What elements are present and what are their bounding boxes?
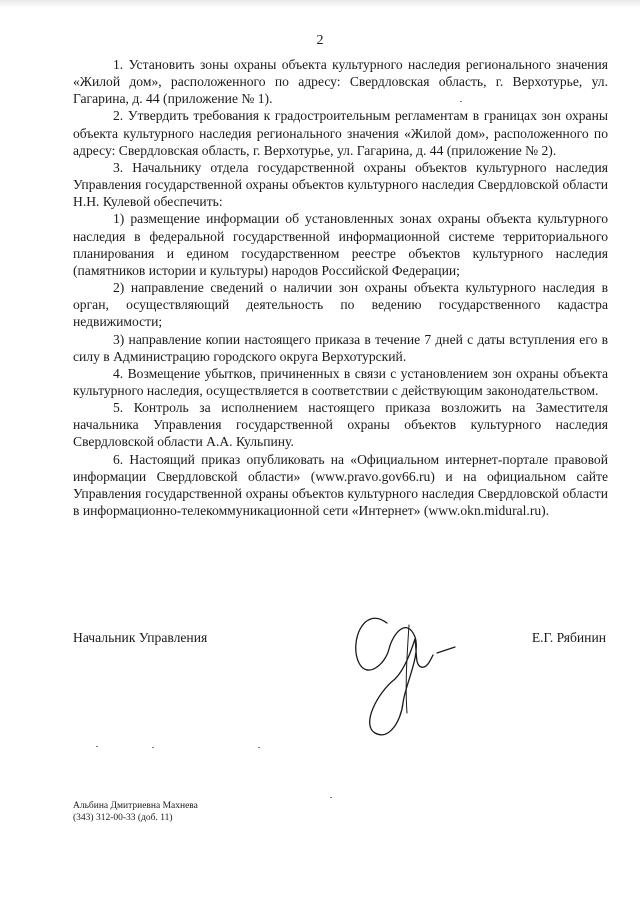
paragraph-2: 2. Утвердить требования к градостроительным регламентам в границах зон охраны объекта культурного наследия регионального значения «Жилой дом», расположенного по адресу: Свердловская область, г. Верхотурье, ул. Гагарина, д. 44 (приложение № 2). bbox=[73, 108, 608, 158]
executor-phone: (343) 312-00-33 (доб. 11) bbox=[73, 813, 173, 823]
scan-speck bbox=[258, 747, 260, 748]
paragraph-6: 6. Настоящий приказ опубликовать на «Официальном интернет-портале правовой информации Свердловской области» (www.pravo.gov66.ru) и на официальном сайте Управления государственной охраны объектов культурного наследия Свердловской области в информационно-телекоммуникационной сети «Интернет» (www.okn.midural.ru). bbox=[73, 451, 608, 519]
paragraph-1: 1. Установить зоны охраны объекта культурного наследия регионального значения «Жилой дом», расположенного по адресу: Свердловская область, г. Верхотурье, ул. Гагарина, д. 44 (приложение № 1). bbox=[73, 57, 608, 107]
paragraph-3-item-2: 2) направление сведений о наличии зон охраны объекта культурного наследия в орган, осуществляющий деятельность по ведению государственного кадастра недвижимости; bbox=[73, 280, 608, 330]
scan-speck bbox=[96, 746, 98, 747]
scan-speck bbox=[152, 747, 154, 748]
executor-name: Альбина Дмитриевна Махнева bbox=[73, 801, 198, 811]
paragraph-4: 4. Возмещение убытков, причиненных в связи с установлением зон охраны объекта культурного наследия, осуществляется в соответствии с действующим законодательством. bbox=[73, 365, 608, 398]
paragraph-3-item-3: 3) направление копии настоящего приказа в течение 7 дней с даты вступления его в силу в Администрацию городского округа Верхотурский. bbox=[73, 331, 608, 364]
paragraph-3-item-1: 1) размещение информации об установленных зонах охраны объекта культурного наследия в федеральной государственной информационной системе территориального планирования и едином государственном реестре объектов культурного наследия (памятников истории и культуры) народов Российской Федерации; bbox=[73, 211, 608, 278]
paragraph-5: 5. Контроль за исполнением настоящего приказа возложить на Заместителя начальника Управления государственной охраны объектов культурного наследия Свердловской области А.А. Кульпину. bbox=[73, 400, 608, 450]
handwritten-signature bbox=[345, 595, 465, 745]
scan-edge-shadow bbox=[0, 0, 640, 8]
scan-speck bbox=[330, 797, 332, 798]
executor-info bbox=[73, 800, 198, 824]
signatory-title: Начальник Управления bbox=[73, 630, 208, 645]
signature-block bbox=[73, 630, 608, 650]
order-body bbox=[73, 56, 608, 519]
scan-speck bbox=[460, 101, 462, 102]
page-number: 2 bbox=[316, 33, 324, 48]
signatory-name: Е.Г. Рябинин bbox=[531, 630, 606, 645]
paragraph-3: 3. Начальнику отдела государственной охраны объектов культурного наследия Управления государственной охраны объектов культурного наследия Свердловской области Н.Н. Кулевой обеспечить: bbox=[73, 159, 608, 210]
